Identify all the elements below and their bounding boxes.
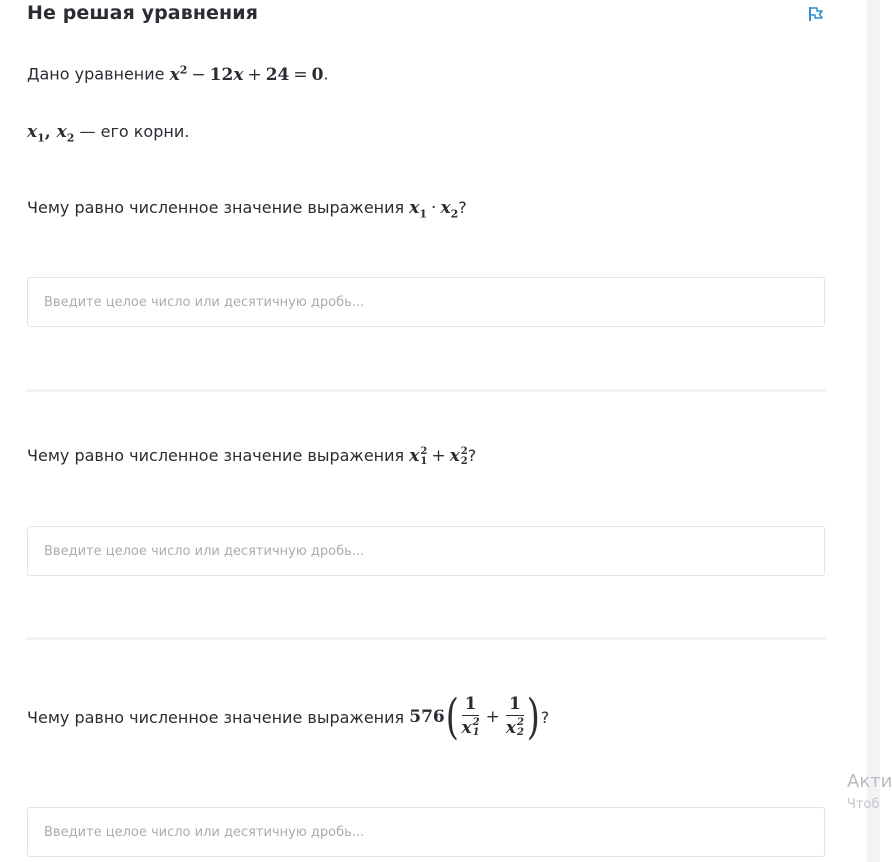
expr-supsub <box>420 447 427 467</box>
expr-exponent: 2 <box>472 717 480 728</box>
eq-const: 24 <box>265 64 290 85</box>
expr-index: 2 <box>516 727 524 738</box>
question-suffix: ? <box>458 198 467 217</box>
expr-supsub <box>473 718 480 738</box>
fraction-numerator: 1 <box>506 696 524 716</box>
expr-var: x <box>461 717 472 738</box>
flag-icon[interactable] <box>807 5 825 23</box>
q3-expression: 576 ( 1 x 2 1 + 1 x 2 2 ) <box>409 689 540 745</box>
root-index: 2 <box>66 131 75 145</box>
expr-index: 1 <box>472 727 480 738</box>
answer-field-2[interactable] <box>27 526 825 576</box>
fraction-denominator <box>506 716 524 738</box>
answer-input-2[interactable] <box>28 527 824 575</box>
eq-exponent: 2 <box>179 63 188 76</box>
question-text: Чему равно численное значение выражения <box>27 446 405 465</box>
divider <box>27 389 827 392</box>
page-title: Не решая уравнения <box>27 2 258 24</box>
roots-line <box>27 122 189 144</box>
answer-input-3[interactable] <box>28 808 824 856</box>
roots-text: — его корни. <box>79 122 190 141</box>
roots-vars: $x_1$, $x_2$ <box>27 122 75 145</box>
question-2 <box>27 446 476 467</box>
question-suffix: ? <box>540 707 550 727</box>
question-text: Чему равно численное значение выражения <box>27 707 405 727</box>
expr-coefficient: 576 <box>409 707 445 727</box>
expr-exponent: 2 <box>460 445 468 457</box>
eq-rhs: 0 <box>311 64 324 85</box>
question-3 <box>27 689 550 745</box>
q2-expression: x 2 1 + x 2 2 <box>409 445 468 467</box>
expr-var: x <box>505 717 516 738</box>
question-text: Чему равно численное значение выражения <box>27 198 405 217</box>
fraction <box>461 696 479 738</box>
expr-var: x <box>440 198 451 218</box>
eq-coef: 12 <box>209 64 234 85</box>
expr-var: x <box>409 446 420 466</box>
right-paren: ) <box>526 689 540 745</box>
fraction-numerator: 1 <box>462 696 480 716</box>
os-activation-subtext: Чтоб <box>847 797 880 812</box>
expr-index: 1 <box>420 455 428 467</box>
expr-supsub <box>517 718 524 738</box>
expr-index: 1 <box>419 207 428 221</box>
answer-input-1[interactable] <box>28 278 824 326</box>
intro-line <box>27 63 329 85</box>
expr-index: 2 <box>450 207 459 221</box>
expr-exponent: 2 <box>516 717 524 728</box>
intro-prefix: Дано уравнение <box>27 64 165 84</box>
expr-var: x <box>409 198 420 218</box>
eq-var: x <box>233 64 244 85</box>
fraction-denominator <box>461 716 479 738</box>
equation: $x^2 - 12x + 24 = 0$ <box>169 63 324 85</box>
question-suffix: ? <box>467 446 477 465</box>
answer-field-1[interactable] <box>27 277 825 327</box>
intro-suffix: . <box>323 64 329 84</box>
root-index: 1 <box>37 131 45 145</box>
right-scroll-panel <box>867 0 880 862</box>
fraction <box>506 696 524 738</box>
answer-field-3[interactable] <box>27 807 825 857</box>
eq-var: x <box>169 64 180 85</box>
question-1 <box>27 198 467 220</box>
expr-index: 2 <box>460 455 468 467</box>
expr-supsub <box>461 447 468 467</box>
os-activation-watermark: Акти <box>847 771 892 792</box>
root-var: x <box>56 122 67 142</box>
expr-var: x <box>449 446 460 466</box>
left-paren: ( <box>445 689 459 745</box>
q1-expression: $x_1 \cdot x_2$ <box>409 198 459 221</box>
root-var: x <box>27 122 38 142</box>
expr-exponent: 2 <box>420 445 428 457</box>
divider <box>27 637 827 640</box>
